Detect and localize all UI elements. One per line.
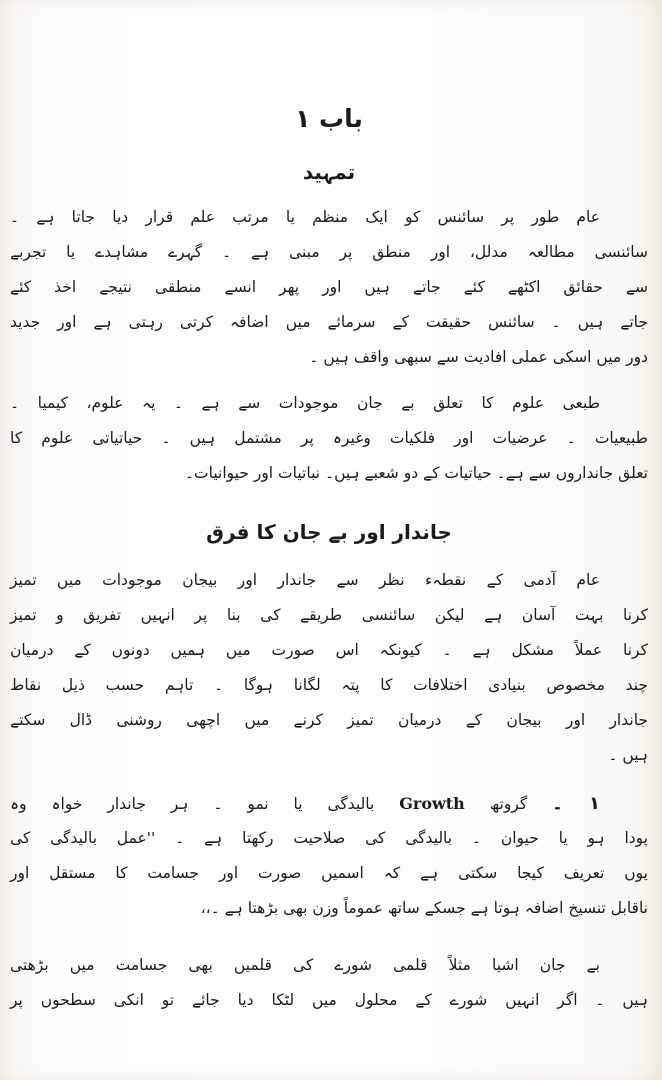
list-item-heading xyxy=(8,786,650,821)
section-heading: جاندار اور بے جان کا فرق xyxy=(206,520,452,544)
text-line: پودا ہو یا حیوان ۔ بالیدگی کی صلاحیت رکھتا ہے ۔ ''عمل بالیدگی کی xyxy=(10,829,648,847)
paragraph-intro xyxy=(8,200,650,375)
text-line: جاتے ہیں ۔ سائنس حقیقت کے سرمائے میں اضافہ کرتی رہتی ہے اور جدید xyxy=(10,313,648,331)
text-line: جاندار اور بیجان کے درمیان تمیز کرنے میں اچھی روشنی ڈال سکتے xyxy=(10,711,648,729)
paragraph-growth xyxy=(8,786,650,926)
text-line: ناقابل تنسیخ اضافہ ہوتا ہے جسکے ساتھ عموماً وزن بھی بڑھتا ہے ۔،، xyxy=(200,899,648,917)
text-line: دور میں اسکی عملی افادیت سے سبھی واقف ہیں ۔ xyxy=(309,348,648,366)
paragraph-nonliving-growth xyxy=(8,948,650,1018)
text-line: عام طور پر سائنس کو ایک منظم یا مرتب علم قرار دیا جاتا ہے ۔ xyxy=(10,208,600,226)
item-title: گروتھ xyxy=(489,795,528,813)
text-line: ہیں ۔ xyxy=(608,746,648,764)
paragraph-distinction xyxy=(8,563,650,773)
item-rest: بالیدگی یا نمو ۔ ہر جاندار خواہ وہ xyxy=(10,795,375,813)
text-line: چند مخصوص بنیادی اختلافات کا پتہ لگانا ہوگا ۔ تاہم حسب ذیل نقاط xyxy=(10,676,648,694)
chapter-heading: باب ۱ xyxy=(295,104,363,133)
text-line: ہیں ۔ اگر انہیں شورے کے محلول میں لٹکا دیا جائے تو انکی سطحوں پر xyxy=(10,991,648,1009)
text-line: تعلق جانداروں سے ہے۔ حیاتیات کے دو شعبے ہیں۔ نباتیات اور حیوانیات۔ xyxy=(184,464,648,482)
text-line: کرنا عملاً مشکل ہے ۔ کیونکہ اس صورت میں ہمیں دونوں کے درمیان xyxy=(10,641,648,659)
text-line: سے حقائق اکٹھے کئے جاتے ہیں اور پھر انسے منطقی نتیجے اخذ کئے xyxy=(10,278,648,296)
text-line: عام آدمی کے نقطہء نظر سے جاندار اور بیجان موجودات میں تمیز xyxy=(10,571,600,589)
text-line: طبیعیات ۔ عرضیات اور فلکیات وغیرہ پر مشتمل ہیں ۔ حیاتیاتی علوم کا xyxy=(10,429,648,447)
item-english-term: Growth xyxy=(399,794,465,813)
text-line: یوں تعریف کیجا سکتی ہے کہ اسمیں صورت اور جسامت کا مستقل اور xyxy=(10,864,648,882)
text-line: طبعی علوم کا تعلق بے جان موجودات سے ہے ۔ یہ علوم، کیمیا ۔ xyxy=(10,394,600,412)
preface-heading: تمہید xyxy=(302,160,356,184)
text-line: سائنسی مطالعہ مدلل، اور منطق پر مبنی ہے ۔ گہرے مشاہدے یا تجربے xyxy=(10,243,648,261)
text-line: کرنا بہت آسان ہے لیکن سائنسی طریقے کی بنا پر انہیں تفریق و تمیز xyxy=(10,606,648,624)
text-line: بے جان اشیا مثلاً قلمی شورے کی قلمیں بھی جسامت میں بڑھتی xyxy=(10,956,600,974)
item-number: ۱ ۔ xyxy=(552,793,600,814)
paragraph-natural-sciences xyxy=(8,386,650,491)
